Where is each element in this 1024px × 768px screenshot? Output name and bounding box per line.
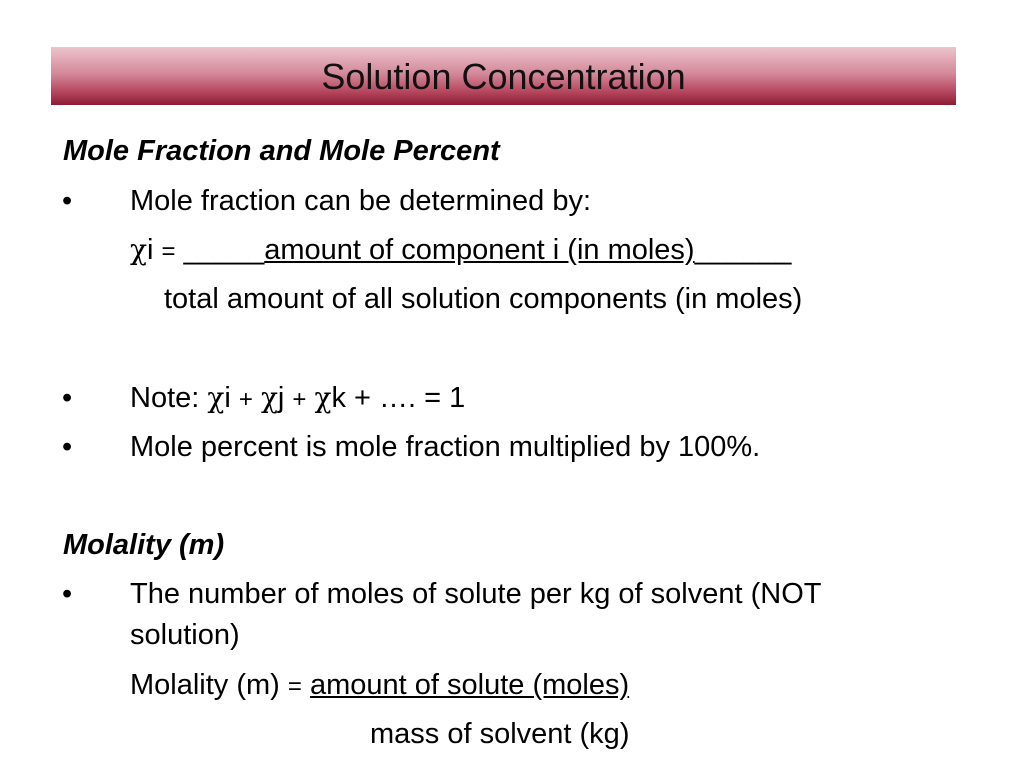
mole-fraction-formula <box>130 233 791 269</box>
note-i: i <box>224 382 231 414</box>
note-prefix: Note: <box>130 382 208 414</box>
formula-numerator: amount of component i (in moles) <box>264 234 695 266</box>
bullet-1: • <box>62 185 73 217</box>
molality-equals: = <box>287 673 302 700</box>
molality-denominator: mass of solvent (kg) <box>370 718 630 750</box>
numerator-trail: ______ <box>694 234 792 266</box>
note-rest: + …. = 1 <box>345 382 466 414</box>
bullet-4: • <box>62 578 73 610</box>
chi-symbol-i: χ <box>207 381 225 414</box>
note-j: j <box>277 382 285 414</box>
note-k: k <box>331 382 346 414</box>
bullet-3: • <box>62 431 73 463</box>
formula-equals: = <box>161 238 176 265</box>
chi-symbol-k: χ <box>314 381 332 414</box>
mole-fraction-intro: Mole fraction can be determined by: <box>130 185 592 217</box>
bullet-2: • <box>62 382 73 414</box>
formula-denominator: total amount of all solution components (in moles) <box>164 283 803 315</box>
note-plus-1: + <box>238 386 253 413</box>
title-bar <box>51 47 956 105</box>
molality-lhs: Molality (m) <box>130 669 288 701</box>
molality-definition-line1: The number of moles of solute per kg of solvent (NOT <box>130 578 822 610</box>
mole-fraction-note <box>130 381 465 417</box>
molality-definition-line2: solution) <box>130 619 240 651</box>
mole-percent-text: Mole percent is mole fraction multiplied by 100%. <box>130 431 761 463</box>
section-heading-molality: Molality (m) <box>63 529 225 561</box>
molality-numerator: amount of solute (moles) <box>309 669 630 701</box>
formula-lhs: i <box>146 234 154 266</box>
section-heading-mole-fraction: Mole Fraction and Mole Percent <box>63 135 500 167</box>
numerator-pad: _____ <box>183 234 265 266</box>
chi-symbol-j: χ <box>260 381 278 414</box>
slide-title: Solution Concentration <box>321 56 686 97</box>
chi-symbol: χ <box>130 233 147 266</box>
molality-formula <box>130 668 629 704</box>
note-plus-2: + <box>292 386 307 413</box>
